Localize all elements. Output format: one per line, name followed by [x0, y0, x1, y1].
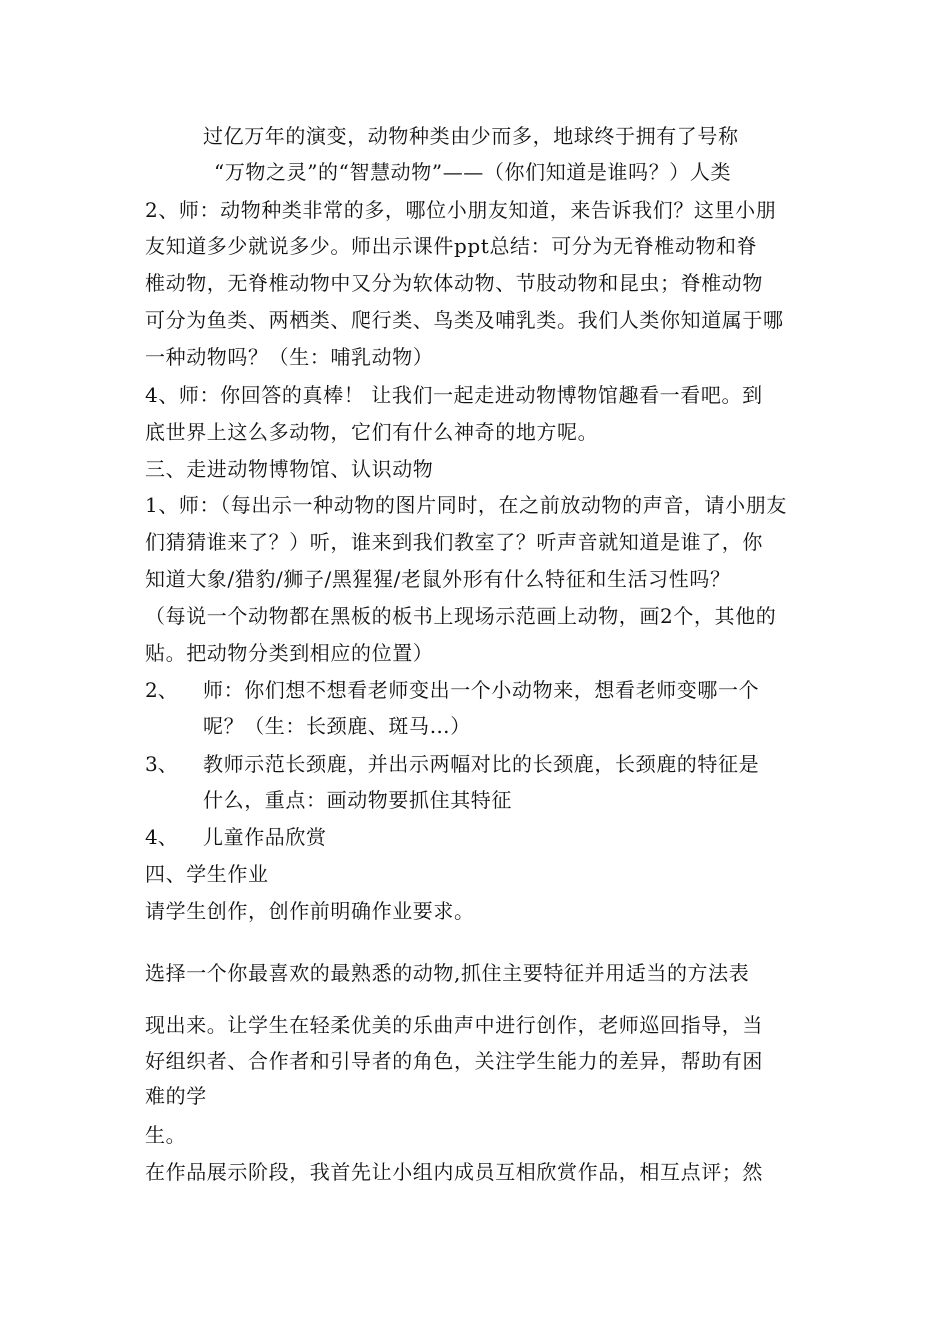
paragraph-line: “万物之灵”的“智慧动物”——（你们知道是谁吗？）人类	[214, 160, 732, 184]
paragraph-line: 4、师：你回答的真棒！ 让我们一起走进动物博物馆趣看一看吧。到	[145, 383, 763, 407]
paragraph-line: 在作品展示阶段，我首先让小组内成员互相欣赏作品，相互点评；然	[145, 1160, 763, 1184]
list-item-line: 呢？（生：长颈鹿、斑马…）	[203, 714, 471, 738]
list-number: 4、	[145, 825, 178, 849]
paragraph-line: 知道大象/猎豹/狮子/黑猩猩/老鼠外形有什么特征和生活习性吗？	[145, 567, 731, 591]
paragraph-line: 们猜猜谁来了？）听，谁来到我们教室了？听声音就知道是谁了，你	[145, 530, 763, 554]
paragraph-line: 难的学	[145, 1084, 207, 1108]
list-item-line: 什么，重点：画动物要抓住其特征	[203, 788, 512, 812]
paragraph-line: 请学生创作，创作前明确作业要求。	[145, 899, 475, 923]
paragraph-line: 底世界上这么多动物，它们有什么神奇的地方呢。	[145, 420, 599, 444]
paragraph-line: 椎动物，无脊椎动物中又分为软体动物、节肢动物和昆虫；脊椎动物	[145, 271, 763, 295]
paragraph-line: 友知道多少就说多少。师出示课件ppt总结：可分为无脊椎动物和脊	[145, 234, 758, 258]
paragraph-line: 过亿万年的演变，动物种类由少而多，地球终于拥有了号称	[203, 124, 739, 148]
list-item-line: 儿童作品欣赏	[203, 825, 327, 849]
paragraph-line: 生。	[145, 1123, 187, 1147]
paragraph-line: 现出来。让学生在轻柔优美的乐曲声中进行创作，老师巡回指导，当	[145, 1013, 763, 1037]
paragraph-line: 贴。把动物分类到相应的位置）	[145, 641, 434, 665]
paragraph-line: （每说一个动物都在黑板的板书上现场示范画上动物，画2个，其他的	[145, 604, 777, 628]
list-number: 3、	[145, 752, 178, 776]
section-heading: 三、走进动物博物馆、认识动物	[145, 457, 434, 481]
list-item-line: 师：你们想不想看老师变出一个小动物来，想看老师变哪一个	[203, 678, 760, 702]
paragraph-line: 1、师：（每出示一种动物的图片同时，在之前放动物的声音，请小朋友	[145, 493, 787, 517]
paragraph-line: 2、师：动物种类非常的多，哪位小朋友知道，来告诉我们？这里小朋	[145, 198, 777, 222]
paragraph-line: 一种动物吗？（生：哺乳动物）	[145, 345, 434, 369]
section-heading: 四、学生作业	[145, 862, 269, 886]
list-number: 2、	[145, 678, 178, 702]
list-item-line: 教师示范长颈鹿，并出示两幅对比的长颈鹿，长颈鹿的特征是	[203, 752, 760, 776]
paragraph-line: 好组织者、合作者和引导者的角色，关注学生能力的差异，帮助有困	[145, 1049, 763, 1073]
paragraph-line: 可分为鱼类、两栖类、爬行类、鸟类及哺乳类。我们人类你知道属于哪	[145, 308, 784, 332]
paragraph-line: 选择一个你最喜欢的最熟悉的动物,抓住主要特征并用适当的方法表	[145, 961, 750, 985]
